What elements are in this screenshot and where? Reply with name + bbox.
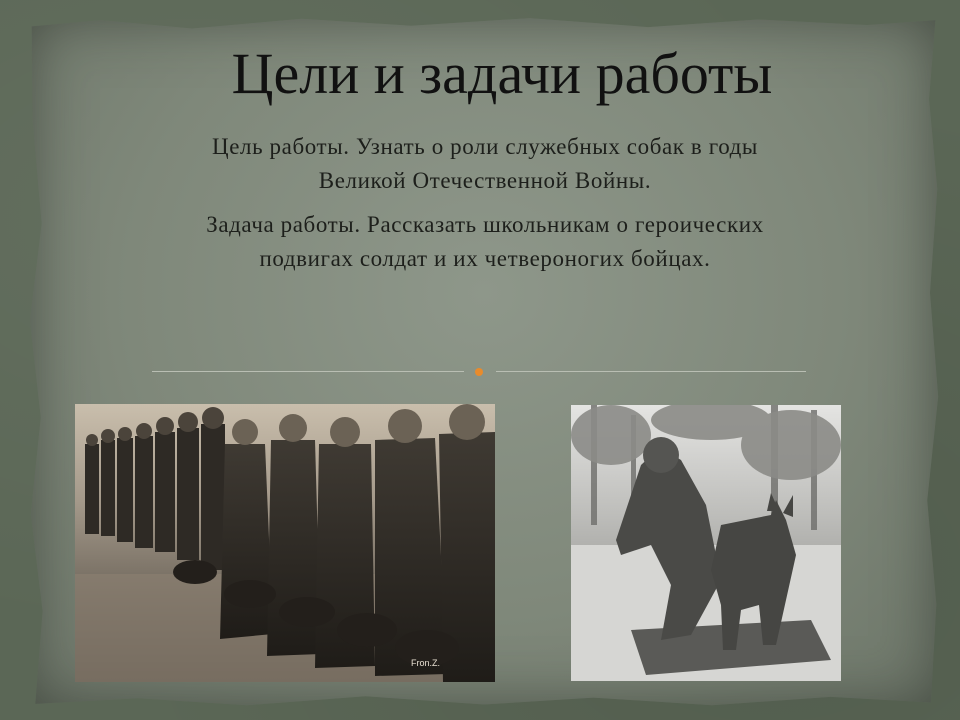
divider-line-left	[152, 371, 464, 372]
task-line-1: Задача работы. Рассказать школьникам о героических	[206, 212, 764, 237]
divider-dot	[475, 368, 483, 376]
goal-line-1: Цель работы. Узнать о роли служебных собак в годы	[212, 134, 758, 159]
goal-line-2: Великой Отечественной Войны.	[318, 168, 652, 193]
task-paragraph	[95, 208, 875, 276]
wartime-soldiers-with-dogs-photo	[75, 404, 495, 682]
task-line-2: подвигах солдат и их четвероногих бойцах.	[259, 246, 711, 271]
photo-watermark: Fron.Z.	[411, 658, 441, 668]
divider-line-right	[496, 371, 806, 372]
goal-paragraph	[95, 130, 875, 198]
soldier-and-dog-statue-photo	[571, 405, 841, 681]
slide-title: Цели и задачи работы	[231, 41, 773, 106]
